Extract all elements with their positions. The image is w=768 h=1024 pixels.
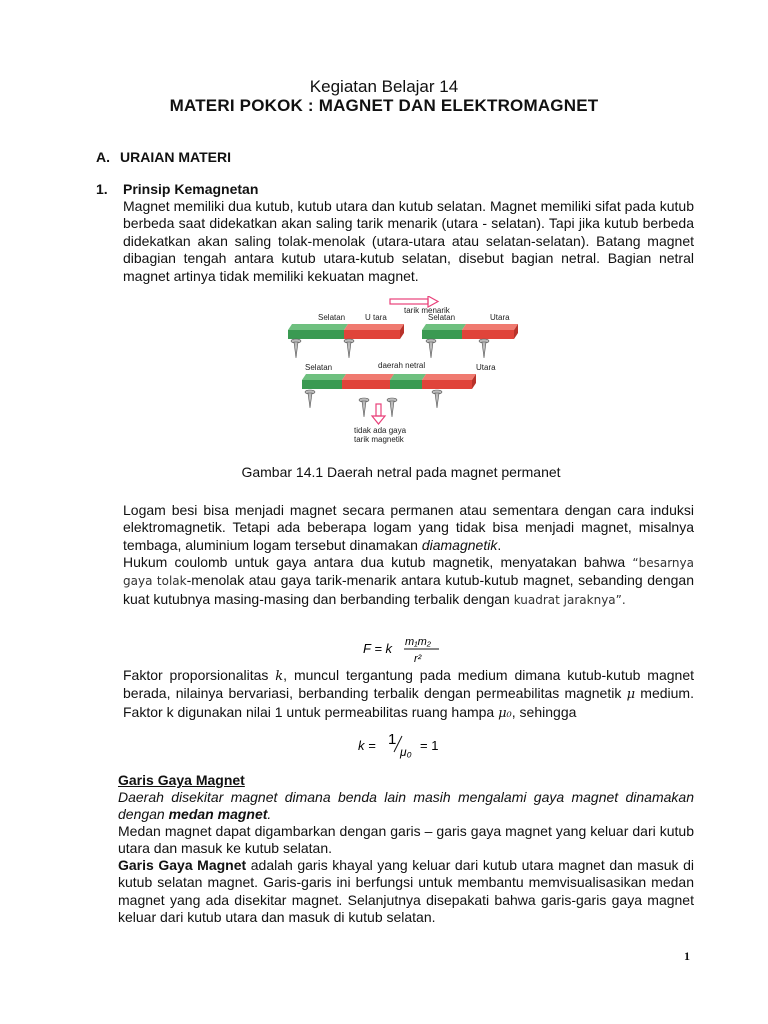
magnet-bar-right bbox=[422, 324, 518, 339]
term-diamagnetik: diamagnetik bbox=[421, 536, 498, 553]
faktor-mu: μ bbox=[626, 687, 636, 703]
label-selatan-1: Selatan bbox=[318, 313, 346, 322]
page-number: 1 bbox=[684, 949, 690, 963]
formula1-denominator: r² bbox=[414, 653, 422, 664]
label-daerah-netral: daerah netral bbox=[378, 361, 426, 370]
heading-garis-gaya-magnet: Garis Gaya Magnet bbox=[118, 772, 245, 788]
paragraph-garis bbox=[118, 857, 694, 927]
magnet-bar-left bbox=[288, 324, 404, 339]
paragraph-medan: Medan magnet dapat digambarkan dengan garis – garis gaya magnet yang keluar dari kutub utara dan masuk ke kutub selatan. bbox=[118, 823, 694, 857]
term-medan-magnet: medan magnet bbox=[168, 806, 268, 823]
label-tidak-ada-gaya: tidak ada gaya bbox=[354, 426, 407, 435]
label-selatan-3: Selatan bbox=[305, 363, 333, 372]
down-arrow-icon bbox=[372, 404, 385, 424]
label-utara-1: U tara bbox=[365, 313, 387, 322]
label-utara-2: Utara bbox=[490, 313, 510, 322]
nail-icon bbox=[305, 390, 442, 417]
paragraph-coulomb bbox=[123, 554, 694, 609]
coulomb-quote-open: “besarnya gaya tolak bbox=[123, 556, 694, 589]
formula1-numerator: m₁m₂ bbox=[405, 636, 431, 648]
section-label: URAIAN MATERI bbox=[120, 149, 231, 165]
paragraph-logam-text: Logam besi bisa menjadi magnet secara permanen atau sementara dengan cara induksi elektromagnetik. Tetapi ada beberapa logam yang tidak bisa menjadi magnet, misalnya tembaga, aluminium logam tersebut dinamakan bbox=[123, 502, 694, 553]
magnet-figure bbox=[282, 296, 528, 450]
page-title-line1: Kegiatan Belajar 14 bbox=[309, 77, 459, 96]
daerah-end: . bbox=[267, 806, 272, 823]
figure-caption: Gambar 14.1 Daerah netral pada magnet permanet bbox=[241, 464, 561, 480]
coulomb-quote-close: kuadrat jaraknya”. bbox=[513, 592, 626, 607]
subsection-number: 1. bbox=[96, 181, 108, 197]
faktor-c: medium. Faktor k digunakan nilai 1 untuk permeabilitas ruang hampa bbox=[123, 685, 694, 720]
faktor-mu0: μ₀ bbox=[498, 705, 512, 721]
subsection-label: Prinsip Kemagnetan bbox=[123, 181, 259, 197]
label-selatan-2: Selatan bbox=[428, 313, 456, 322]
paragraph-logam-besi bbox=[123, 502, 694, 554]
label-tarik: tarik menarik bbox=[404, 306, 450, 315]
coulomb-formula bbox=[363, 634, 453, 664]
faktor-a: Faktor proporsionalitas bbox=[123, 667, 276, 683]
formula2-den: μ₀ bbox=[400, 745, 412, 759]
faktor-b: , muncul tergantung pada medium dimana kutub-kutub magnet berada, nilainya bervariasi, berbanding terbalik dengan permeabilitas magnetik bbox=[123, 667, 695, 702]
paragraph-logam-end: . bbox=[497, 536, 502, 553]
nail-icon bbox=[291, 339, 489, 358]
faktor-d: , sehingga bbox=[511, 703, 577, 720]
page-title-line2: MATERI POKOK : MAGNET DAN ELEKTROMAGNET bbox=[169, 96, 599, 115]
section-heading-a bbox=[96, 149, 231, 165]
paragraph-daerah bbox=[118, 789, 694, 824]
formula2-num: 1 bbox=[388, 731, 397, 748]
subsection-heading-1 bbox=[96, 181, 258, 197]
coulomb-start: Hukum coulomb untuk gaya antara dua kutub magnetik, menyatakan bahwa bbox=[123, 554, 633, 570]
magnet-bar-long bbox=[302, 374, 476, 389]
formula1-lhs: F = k bbox=[363, 641, 393, 656]
section-number: A. bbox=[96, 149, 110, 165]
label-tarik-magnetik: tarik magnetik bbox=[354, 435, 404, 444]
formula2-lhs: k = bbox=[358, 738, 376, 753]
formula2-rhs: = 1 bbox=[420, 738, 439, 753]
garis-rest: adalah garis khayal yang keluar dari kutub utara magnet dan masuk di kutub selatan magnet. Garis-garis ini berfungsi untuk membantu memvisualisasikan medan magnet yang ada disekitar magnet. Selanjutnya disepakati bahwa garis-garis gaya magnet keluar dari kutub utara dan masuk di kutub selatan. bbox=[118, 857, 694, 926]
label-utara-3: Utara bbox=[476, 363, 496, 372]
k-formula bbox=[358, 730, 468, 762]
paragraph-faktor bbox=[123, 667, 694, 722]
paragraph-prinsip: Magnet memiliki dua kutub, kutub utara dan kutub selatan. Magnet memiliki sifat pada kutub berbeda saat didekatkan akan saling tarik menarik (utara - selatan). Tapi jika kutub berbeda didekatkan akan saling tolak-menolak (utara-utara atau selatan-selatan). Batang magnet dibagian tengah antara kutub utara-kutub selatan, disebut bagian netral. Bagian netral magnet artinya tidak memiliki kekuatan magnet. bbox=[123, 198, 694, 284]
daerah-text: Daerah disekitar magnet dimana benda lain masih mengalami gaya magnet dinamakan dengan bbox=[118, 789, 694, 823]
term-garis-gaya-magnet: Garis Gaya Magnet bbox=[118, 857, 247, 873]
faktor-k: k bbox=[275, 669, 284, 684]
coulomb-middle: -menolak atau gaya tarik-menarik antara kutub-kutub magnet, sebanding dengan kuat kutubnya masing-masing dan berbanding terbalik dengan bbox=[123, 572, 694, 607]
